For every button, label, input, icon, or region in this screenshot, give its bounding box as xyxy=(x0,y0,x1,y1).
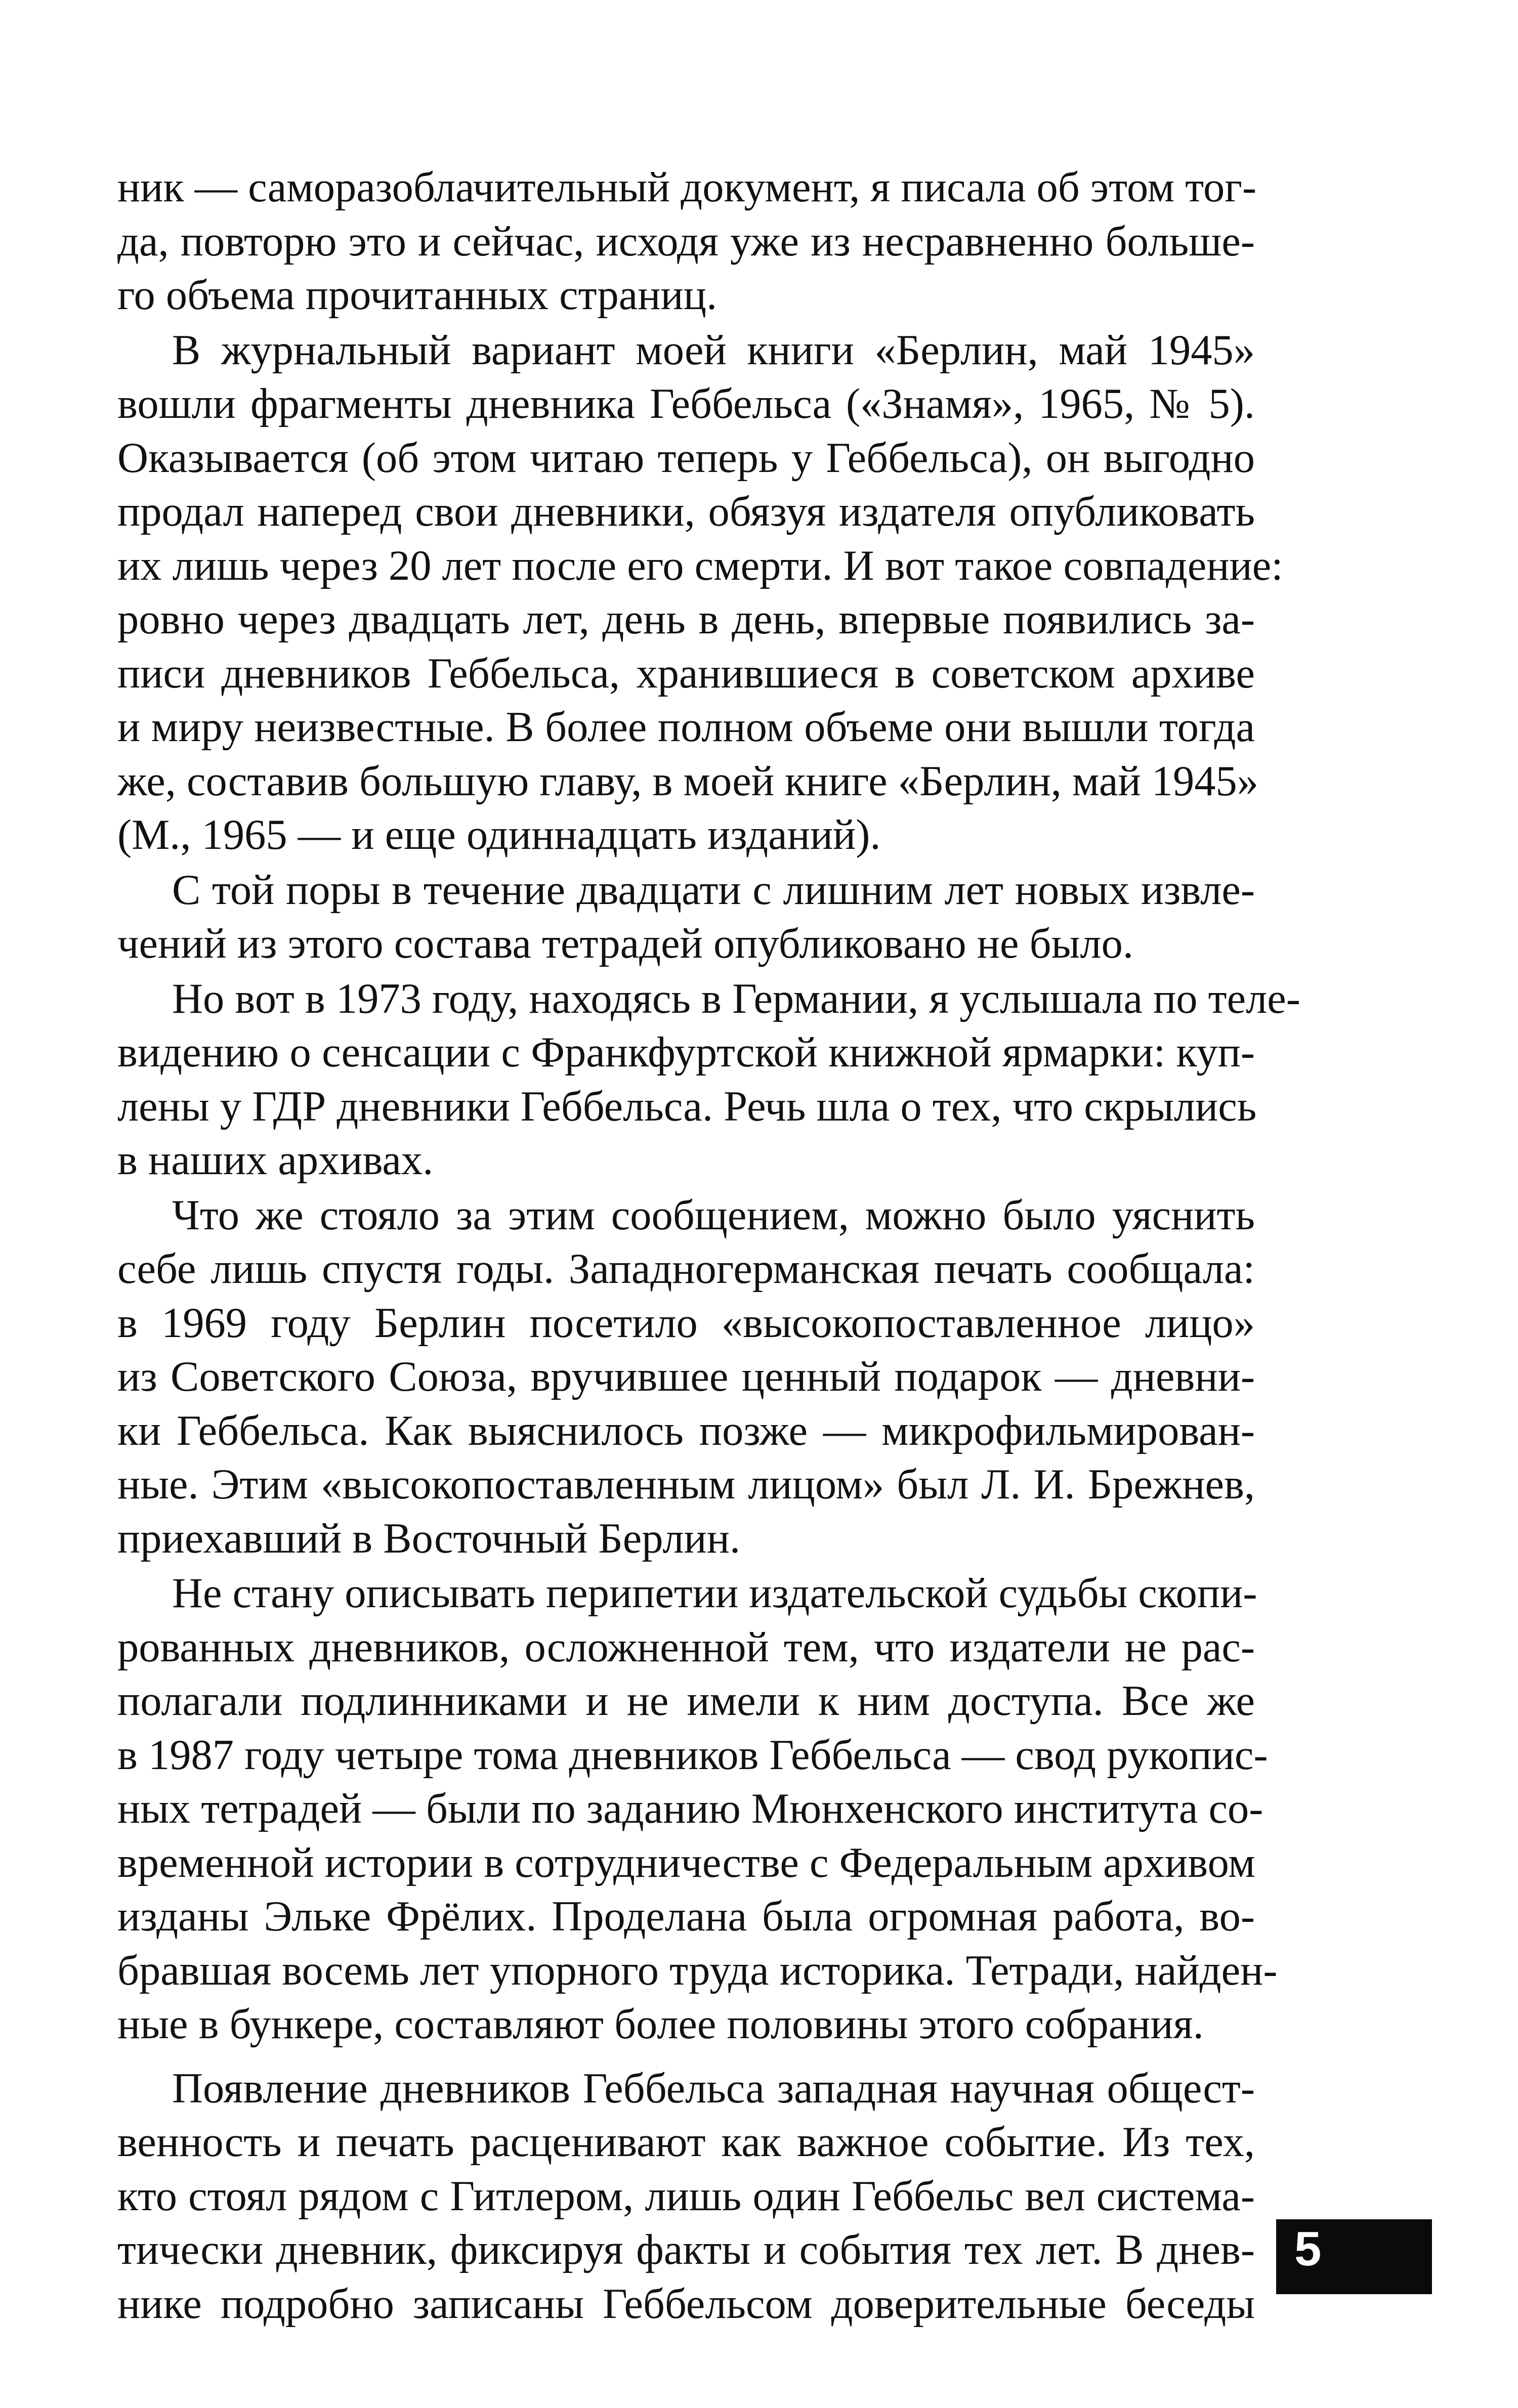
text-line: ник — саморазоблачительный документ, я писала об этом тог- xyxy=(117,164,1257,211)
text-line: Появление дневников Геббельса западная научная общест- xyxy=(172,2065,1255,2112)
text-line: же, составив большую главу, в моей книге «Берлин, май 1945» xyxy=(117,757,1259,805)
text-line: бравшая восемь лет упорного труда историка. Тетради, найден- xyxy=(117,1947,1278,1994)
text-line: в наших архивах. xyxy=(117,1137,434,1184)
text-line: Не стану описывать перипетии издательской судьбы скопи- xyxy=(172,1570,1257,1617)
text-line: писи дневников Геббельса, хранившиеся в советском архиве xyxy=(117,650,1255,697)
text-line: ных тетрадей — были по заданию Мюнхенского института со- xyxy=(117,1785,1263,1832)
text-line: лены у ГДР дневники Геббельса. Речь шла о тех, что скрылись xyxy=(117,1083,1257,1130)
text-line: чений из этого состава тетрадей опубликовано не было. xyxy=(117,920,1133,967)
text-line: приехавший в Восточный Берлин. xyxy=(117,1515,741,1562)
text-line: их лишь через 20 лет после его смерти. И вот такое совпадение: xyxy=(117,542,1283,589)
text-line: изданы Эльке Фрёлих. Проделана была огромная работа, во- xyxy=(117,1893,1255,1940)
text-line: Оказывается (об этом читаю теперь у Геббельса), он выгодно xyxy=(117,434,1255,482)
text-line: видению о сенсации с Франкфуртской книжной ярмарки: куп- xyxy=(117,1029,1255,1076)
text-line: ровно через двадцать лет, день в день, впервые появились за- xyxy=(117,596,1255,643)
page-number-tab xyxy=(1276,2219,1432,2294)
text-line: Что же стояло за этим сообщением, можно было уяснить xyxy=(172,1191,1255,1239)
text-line: в 1969 году Берлин посетило «высокопоставленное лицо» xyxy=(117,1299,1255,1347)
text-line: и миру неизвестные. В более полном объеме они вышли тогда xyxy=(117,704,1255,751)
body-text xyxy=(117,161,1300,2331)
paragraph xyxy=(117,1567,1278,2052)
paragraph xyxy=(117,1189,1255,1566)
text-line: вошли фрагменты дневника Геббельса («Знамя», 1965, № 5). xyxy=(117,380,1255,427)
paragraph xyxy=(117,864,1255,971)
text-line: ные в бункере, составляют более половины этого собрания. xyxy=(117,2001,1204,2048)
text-line: себе лишь спустя годы. Западногерманская печать сообщала: xyxy=(117,1245,1255,1293)
paragraph xyxy=(117,972,1300,1188)
text-line: ки Геббельса. Как выяснилось позже — микрофильмирован- xyxy=(117,1407,1255,1454)
text-line: временной истории в сотрудничестве с Федеральным архивом xyxy=(117,1839,1255,1886)
text-line: го объема прочитанных страниц. xyxy=(117,272,718,319)
text-line: ные. Этим «высокопоставленным лицом» был Л. И. Брежнев, xyxy=(117,1461,1255,1508)
text-line: кто стоял рядом с Гитлером, лишь один Геббельс вел система- xyxy=(117,2172,1255,2220)
text-line: да, повторю это и сейчас, исходя уже из несравненно большe- xyxy=(117,218,1255,265)
page-number: 5 xyxy=(1294,2222,1322,2276)
paragraph xyxy=(117,2062,1255,2332)
paragraph xyxy=(117,324,1283,863)
text-line: В журнальный вариант моей книги «Берлин, май 1945» xyxy=(172,326,1255,374)
text-line: Но вот в 1973 году, находясь в Германии, я услышала по теле- xyxy=(172,975,1300,1022)
text-line: венность и печать расценивают как важное событие. Из тех, xyxy=(117,2119,1255,2166)
text-line: нике подробно записаны Геббельсом доверительные беседы xyxy=(117,2280,1255,2328)
text-line: из Советского Союза, вручившее ценный подарок — дневни- xyxy=(117,1353,1255,1400)
paragraph xyxy=(117,161,1255,323)
text-line: (М., 1965 — и еще одиннадцать изданий). xyxy=(117,811,881,858)
text-line: в 1987 году четыре тома дневников Геббельса — свод рукопис- xyxy=(117,1731,1268,1779)
text-line: рованных дневников, осложненной тем, что издатели не рас- xyxy=(117,1623,1255,1671)
text-line: полагали подлинниками и не имели к ним доступа. Все же xyxy=(117,1678,1255,1725)
text-line: продал наперед свои дневники, обязуя издателя опубликовать xyxy=(117,488,1255,535)
text-line: С той поры в течение двадцати с лишним лет новых извле- xyxy=(172,866,1255,914)
text-line: тически дневник, фиксируя факты и события тех лет. В днев- xyxy=(117,2226,1255,2273)
